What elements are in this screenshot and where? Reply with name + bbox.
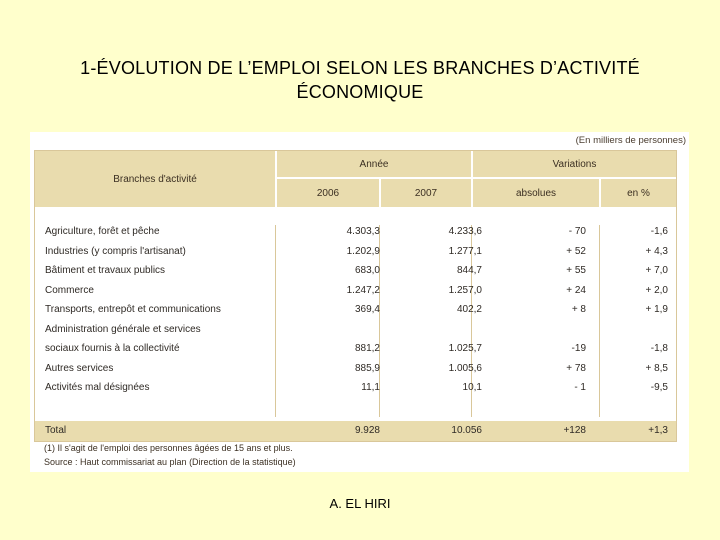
total-row	[35, 421, 676, 441]
table-header	[35, 151, 676, 207]
header-divider	[275, 151, 277, 207]
source-note: Source : Haut commissariat au plan (Direction de la statistique)	[44, 457, 296, 467]
value-2007: 844,7	[456, 265, 482, 276]
table-row	[35, 223, 676, 242]
row-label: Commerce	[45, 284, 94, 296]
row-label: Administration générale et services	[45, 323, 201, 335]
value-2007: 1.025,7	[448, 343, 482, 354]
value-2006: 1.202,9	[346, 245, 380, 257]
variation-percent: + 2,0	[645, 284, 668, 296]
row-label: sociaux fournis à la collectivité	[45, 343, 180, 354]
value-2007: 4.233,6	[448, 226, 482, 237]
variation-percent: -1,6	[650, 226, 668, 237]
row-label: Agriculture, forêt et pêche	[45, 226, 160, 237]
header-pct: en %	[627, 187, 650, 199]
slide-title-line-1: 1-ÉVOLUTION DE L’EMPLOI SELON LES BRANCHES D’ACTIVITÉ	[80, 58, 640, 78]
value-2006: 683,0	[354, 265, 380, 276]
table-row	[35, 262, 676, 281]
header-divider	[599, 177, 601, 207]
row-label: Activités mal désignées	[45, 382, 150, 393]
total-label: Total	[45, 425, 67, 436]
header-absolues: absolues	[515, 187, 557, 199]
value-2006: 4.303,3	[346, 226, 380, 237]
author-footer: A. EL HIRI	[329, 496, 391, 511]
value-2007: 1.257,0	[448, 284, 482, 296]
footnote: (1) Il s'agit de l'emploi des personnes âgées de 15 ans et plus.	[44, 443, 293, 453]
total-2006: 9.928	[354, 425, 380, 436]
variation-percent: + 4,3	[645, 245, 668, 257]
header-annee: Année	[359, 158, 389, 170]
variation-percent: + 7,0	[645, 265, 668, 276]
table-row	[35, 360, 676, 379]
total-absolute: +128	[563, 425, 586, 436]
variation-absolute: -19	[571, 343, 586, 354]
variation-absolute: + 24	[566, 284, 586, 296]
total-2007: 10.056	[451, 425, 482, 436]
table-row	[35, 243, 676, 262]
row-label: Industries (y compris l'artisanat)	[45, 245, 186, 257]
value-2006: 11,1	[361, 382, 380, 393]
variation-absolute: + 52	[566, 245, 586, 257]
unit-note: (En milliers de personnes)	[575, 135, 686, 146]
variation-percent: -1,8	[650, 343, 668, 354]
header-divider	[471, 151, 473, 207]
value-2006: 369,4	[354, 304, 380, 315]
header-branches: Branches d'activité	[113, 173, 197, 185]
variation-percent: + 8,5	[645, 362, 668, 374]
variation-percent: -9,5	[650, 382, 668, 393]
variation-percent: + 1,9	[645, 304, 668, 315]
row-label: Bâtiment et travaux publics	[45, 265, 166, 276]
value-2006: 885,9	[354, 362, 380, 374]
variation-absolute: + 78	[566, 362, 586, 374]
header-2007: 2007	[414, 187, 438, 199]
value-2007: 1.005,6	[448, 362, 482, 374]
value-2007: 402,2	[456, 304, 482, 315]
table-row	[35, 321, 676, 340]
value-2007: 10,1	[462, 382, 482, 393]
row-label: Transports, entrepôt et communications	[45, 304, 221, 315]
value-2006: 881,2	[354, 343, 380, 354]
variation-absolute: + 8	[571, 304, 586, 315]
variation-absolute: - 1	[574, 382, 586, 393]
header-divider	[275, 177, 676, 179]
header-2006: 2006	[316, 187, 340, 199]
variation-absolute: + 55	[566, 265, 586, 276]
employment-table	[34, 150, 677, 442]
table-row	[35, 282, 676, 301]
slide-title	[20, 56, 700, 104]
header-variations: Variations	[552, 158, 597, 170]
value-2007: 1.277,1	[448, 245, 482, 257]
slide-title-line-2: ÉCONOMIQUE	[296, 82, 424, 102]
variation-absolute: - 70	[568, 226, 586, 237]
total-percent: +1,3	[648, 425, 668, 436]
header-divider	[379, 177, 381, 207]
value-2006: 1.247,2	[346, 284, 380, 296]
row-label: Autres services	[45, 362, 114, 374]
table-panel	[30, 132, 689, 472]
table-row	[35, 379, 676, 398]
table-row	[35, 340, 676, 359]
table-row	[35, 301, 676, 320]
